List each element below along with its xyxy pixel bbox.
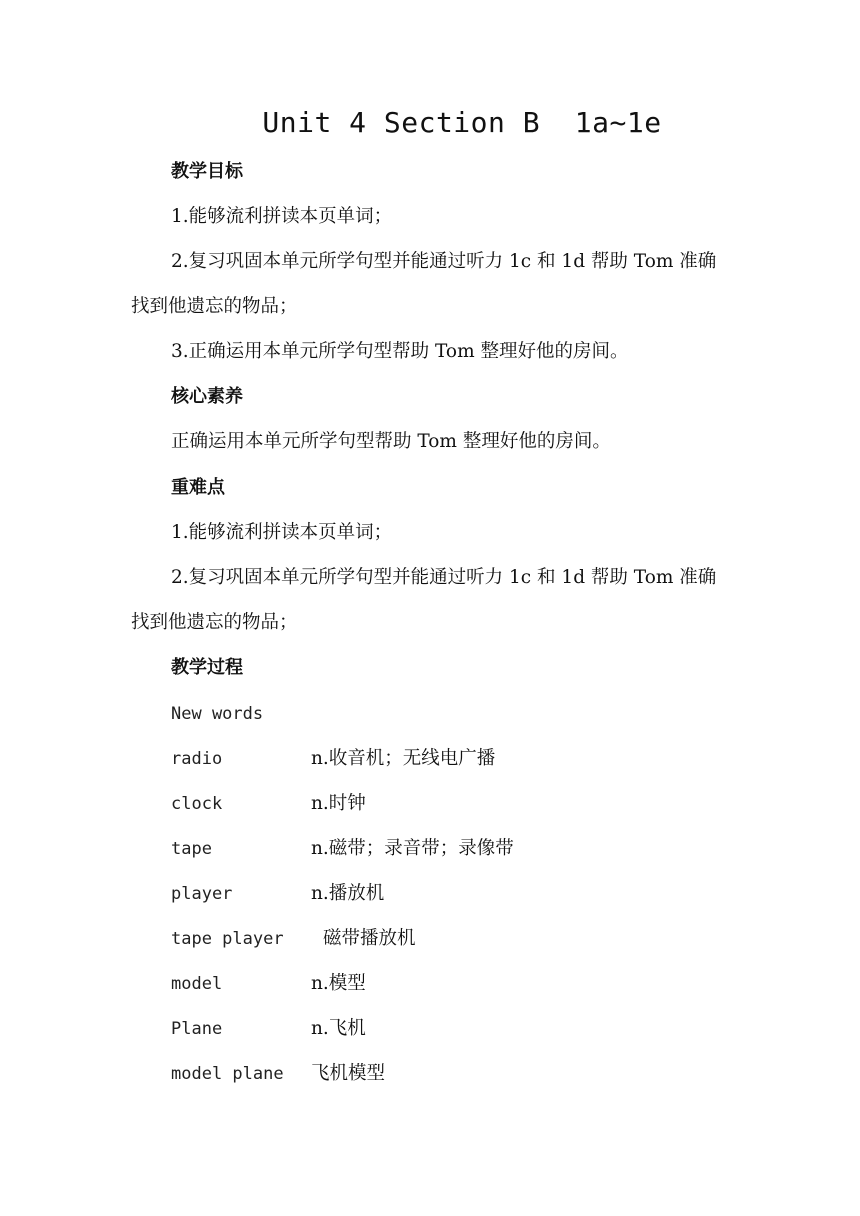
- vocab-meaning: 磁带播放机: [323, 928, 416, 949]
- vocab-meaning: 飞机模型: [311, 1063, 386, 1084]
- vocab-meaning: n.收音机；无线电广播: [311, 748, 496, 769]
- vocab-row: [171, 972, 671, 996]
- document-title: Unit 4 Section B 1a~1e: [262, 106, 662, 139]
- key-points-heading: 重难点: [171, 477, 225, 498]
- core-text: 正确运用本单元所学句型帮助 Tom 整理好他的房间。: [171, 431, 611, 452]
- vocab-row: [171, 792, 671, 816]
- key-point-item-2-continued: 找到他遗忘的物品；: [131, 612, 298, 633]
- vocab-word: model: [171, 974, 223, 994]
- vocab-meaning: n.时钟: [311, 793, 366, 814]
- vocab-row: [171, 927, 671, 951]
- core-heading: 核心素养: [171, 386, 243, 407]
- vocab-word: radio: [171, 749, 223, 769]
- vocab-word: tape: [171, 839, 212, 859]
- objectives-heading: 教学目标: [171, 161, 243, 182]
- vocab-meaning: n.磁带；录音带；录像带: [311, 838, 514, 859]
- vocab-row: [171, 837, 671, 861]
- objective-item-1: 1.能够流利拼读本页单词；: [171, 206, 393, 227]
- vocab-row: [171, 1017, 671, 1041]
- vocab-word: clock: [171, 794, 223, 814]
- key-point-item-1: 1.能够流利拼读本页单词；: [171, 522, 393, 543]
- vocab-meaning: n.模型: [311, 973, 366, 994]
- new-words-label: New words: [171, 704, 264, 724]
- vocab-row: [171, 882, 671, 906]
- vocab-word: Plane: [171, 1019, 223, 1039]
- vocab-row: [171, 747, 671, 771]
- objective-item-3: 3.正确运用本单元所学句型帮助 Tom 整理好他的房间。: [171, 341, 629, 362]
- vocab-meaning: n.飞机: [311, 1018, 366, 1039]
- vocab-meaning: n.播放机: [311, 883, 385, 904]
- vocab-word: tape player: [171, 929, 284, 949]
- objective-item-2: 2.复习巩固本单元所学句型并能通过听力 1c 和 1d 帮助 Tom 准确: [171, 251, 717, 272]
- objective-item-2-continued: 找到他遗忘的物品；: [131, 296, 298, 317]
- vocab-row: [171, 1062, 671, 1086]
- process-heading: 教学过程: [171, 657, 243, 678]
- vocab-word: player: [171, 884, 233, 904]
- key-point-item-2: 2.复习巩固本单元所学句型并能通过听力 1c 和 1d 帮助 Tom 准确: [171, 567, 717, 588]
- vocab-word: model plane: [171, 1064, 284, 1084]
